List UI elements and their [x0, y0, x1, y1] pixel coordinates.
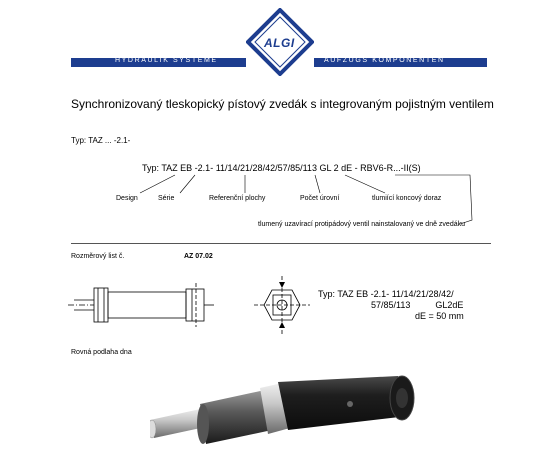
label-ref: Referenční plochy	[209, 195, 266, 202]
type-code: Typ: TAZ EB -2.1- 11/14/21/28/42/57/85/113 GL 2 dE - RBV6-R...-II(S)	[142, 163, 421, 173]
page-heading: Synchronizovaný tleskopický pístový zvedák s integrovaným pojistným ventilem	[71, 97, 494, 111]
divider	[71, 243, 491, 244]
sheet-number: AZ 07.02	[184, 253, 213, 260]
left-band-text: HYDRAULIK SYSTEME	[115, 57, 218, 64]
spec-line-3: dE = 50 mm	[415, 311, 464, 321]
end-view-drawing	[254, 276, 310, 334]
label-tlumeni: tlumiící koncový doraz	[372, 195, 442, 202]
jack-3d-render	[150, 368, 420, 460]
right-band-text: AUFZUGS KOMPONENTEN	[324, 57, 445, 64]
label-serie: Série	[158, 195, 175, 202]
logo-text: ALGI	[264, 36, 295, 50]
side-view-drawing	[68, 280, 218, 330]
spec-line-1: Typ: TAZ EB -2.1- 11/14/21/28/42/	[318, 289, 454, 299]
spec-line-2: 57/85/113 GL2dE	[371, 300, 464, 310]
label-ventil: tlumený uzavírací protipádový ventil nainstalovaný ve dně zvedáku	[258, 221, 466, 228]
floor-label: Rovná podlaha dna	[71, 349, 132, 356]
label-design: Design	[116, 195, 138, 202]
sheet-label: Rozměrový list č.	[71, 253, 125, 260]
type-line: Typ: TAZ ... -2.1-	[71, 136, 131, 145]
label-pocet: Počet úrovní	[300, 195, 340, 202]
